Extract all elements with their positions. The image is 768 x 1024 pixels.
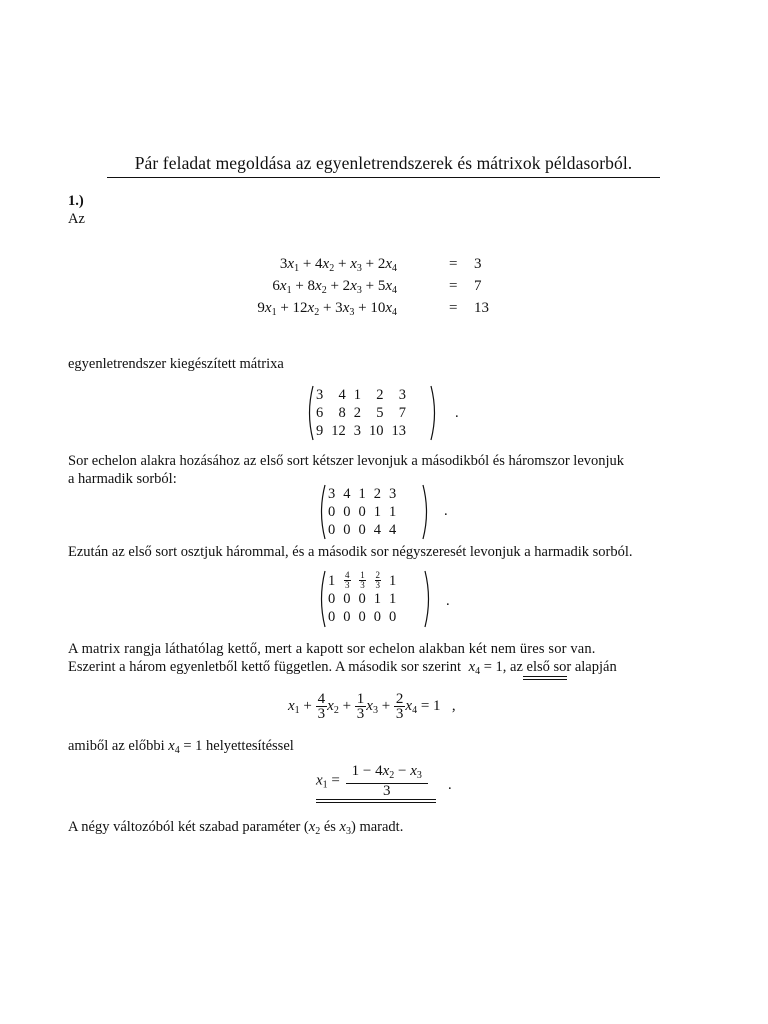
x4-result-boxed: $x_4 = 1$	[468, 659, 503, 677]
underline-1	[316, 799, 436, 800]
text-divide: Ezután az első sort osztjuk hárommal, és a második sor négyszeresét levonjuk a harmadik sorból.	[68, 544, 633, 560]
text-echelon-line2: a harmadik sorból:	[68, 471, 177, 487]
text-rank-line1: A matrix rangja láthatólag kettő, mert a kapott sor echelon alakban két nem üres sor van.	[68, 641, 596, 657]
text-substitution: amiből az előbbi $x_4 = 1$ helyettesítéssel	[68, 738, 294, 756]
underline-1	[523, 676, 567, 677]
text-augmented: egyenletrendszer kiegészített mátrixa	[68, 356, 284, 372]
text-rank-line2: Eszerint a három egyenletből kettő független. A második sor szerint $x_4 = 1$, az első sor alapján	[68, 658, 617, 681]
fraction-2-3: $\frac{2}{3}$	[375, 570, 380, 591]
problem-number: 1.)	[68, 193, 84, 209]
system-row-1: $3x_1 + 4x_2 + x_3 + 2x_4$ = 3	[279, 256, 482, 274]
fraction-1-3: $\frac{1}{3}$	[360, 570, 365, 591]
text-conclusion: A négy változóból két szabad paraméter ($x_2$ és $x_3$) maradt.	[68, 819, 404, 837]
underline-2	[316, 802, 436, 803]
x1-period: .	[448, 777, 452, 793]
underline-2	[523, 679, 567, 680]
text-echelon-line1: Sor echelon alakra hozásához az első sort kétszer levonjuk a másodikból és háromszor levonjuk	[68, 453, 625, 469]
matrix3-period: .	[446, 593, 450, 609]
intro-word: Az	[68, 211, 85, 227]
right-paren	[424, 570, 432, 628]
system-row-2: $6x_1 + 8x_2 + 2x_3 + 5x_4$ = 7	[272, 278, 482, 296]
fraction-4-3: $\frac{4}{3}$	[345, 570, 350, 591]
matrix1-period: .	[455, 405, 459, 421]
matrix2-period: .	[444, 503, 448, 519]
system-row-3: $9x_1 + 12x_2 + 3x_3 + 10x_4$ = 13	[257, 300, 489, 318]
x1-solution: $x_1$ = $\frac{1 - 4x_2 - x_3}{3}$	[316, 764, 428, 798]
linear-system	[257, 256, 500, 322]
right-paren	[430, 385, 438, 441]
page-title: Pár feladat megoldása az egyenletrendszerek és mátrixok példasorból.	[107, 153, 660, 178]
equation-first-row: $x_1$ + $\frac{4}{3}$ $x_2$ + $\frac{1}{3}$ $x_3$ + $\frac{2}{3}$ $x_4 = 1$ ,	[288, 691, 456, 722]
right-paren	[422, 484, 430, 540]
